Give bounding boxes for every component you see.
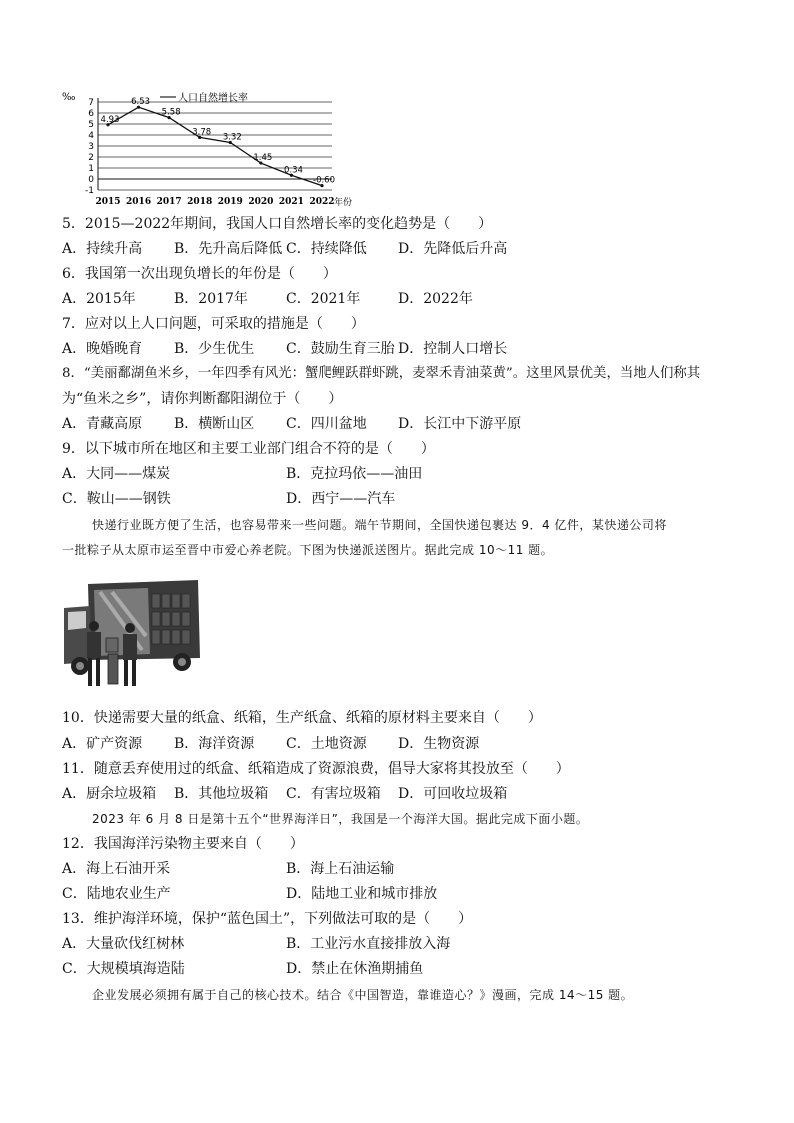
data-label: 5.58 <box>161 107 181 118</box>
data-label: 0.34 <box>283 165 303 176</box>
q6-option-b[interactable]: B．2017年 <box>174 291 248 307</box>
q7-option-b[interactable]: B．少生优生 <box>174 341 255 357</box>
x-tick-label: 2015 <box>95 197 121 207</box>
chart-x-unit: 年份 <box>334 198 353 208</box>
q10-option-c[interactable]: C．土地资源 <box>286 736 367 752</box>
q9-option-b[interactable]: B．克拉玛依——油田 <box>286 466 423 482</box>
q7-option-d[interactable]: D．控制人口增长 <box>398 341 508 357</box>
chart-x-ticks <box>95 197 334 207</box>
x-tick-label: 2020 <box>248 197 274 207</box>
x-tick-label: 2022 <box>309 197 335 207</box>
intro-10-11-line1: 快递行业既方便了生活，也容易带来一些问题。端午节期间，全国快递包裹达 9．4 亿件，某快递公司将 <box>92 518 667 532</box>
q5-option-b[interactable]: B．先升高后降低 <box>174 241 283 257</box>
q10-option-a[interactable]: A．矿产资源 <box>62 736 143 752</box>
data-label: -0.60 <box>313 175 335 186</box>
delivery-truck-photo <box>60 578 210 690</box>
question-12-stem: 12．我国海洋污染物主要来自（ ） <box>62 836 304 852</box>
q13-option-c[interactable]: C．大规模填海造陆 <box>62 961 185 977</box>
q11-option-c[interactable]: C．有害垃圾箱 <box>286 786 381 802</box>
q8-option-c[interactable]: C．四川盆地 <box>286 416 367 432</box>
q12-option-c[interactable]: C．陆地农业生产 <box>62 886 171 902</box>
question-11-stem: 11．随意丢弃使用过的纸盒、纸箱造成了资源浪费，倡导大家将其投放至（ ） <box>62 761 570 777</box>
x-tick-label: 2017 <box>156 197 182 207</box>
intro-12-13: 2023 年 6 月 8 日是第十五个“世界海洋日”，我国是一个海洋大国。据此完成下面小题。 <box>92 812 589 826</box>
q7-option-c[interactable]: C．鼓励生育三胎 <box>286 341 395 357</box>
question-7-stem: 7．应对以上人口问题，可采取的措施是（ ） <box>62 316 365 332</box>
q7-option-a[interactable]: A．晚婚晚育 <box>62 341 143 357</box>
q13-option-a[interactable]: A．大量砍伐红树林 <box>62 936 185 952</box>
y-tick-label: -1 <box>85 186 94 196</box>
q12-option-d[interactable]: D．陆地工业和城市排放 <box>286 886 438 902</box>
question-9-stem: 9．以下城市所在地区和主要工业部门组合不符的是（ ） <box>62 441 435 457</box>
data-label: 1.45 <box>253 153 273 164</box>
intro-14-15: 企业发展必须拥有属于自己的核心技术。结合《中国智造，靠谁造心？》漫画，完成 14～15 题。 <box>92 988 634 1002</box>
q11-option-d[interactable]: D．可回收垃圾箱 <box>398 786 508 802</box>
q13-option-b[interactable]: B．工业污水直接排放入海 <box>286 936 451 952</box>
y-tick-label: 4 <box>88 131 94 141</box>
question-13-stem: 13．维护海洋环境，保护“蓝色国土”，下列做法可取的是（ ） <box>62 911 473 927</box>
y-tick-label: 6 <box>88 109 94 119</box>
y-tick-label: 1 <box>88 164 94 174</box>
data-label: 3.78 <box>192 127 212 138</box>
x-tick-label: 2021 <box>278 197 304 207</box>
question-8-stem-line2: 为“鱼米之乡”，请你判断鄱阳湖位于（ ） <box>62 391 343 407</box>
data-label: 4.93 <box>100 114 120 125</box>
q5-option-d[interactable]: D．先降低后升高 <box>398 241 508 257</box>
q9-option-d[interactable]: D．西宁——汽车 <box>286 491 396 507</box>
chart-legend: 人口自然增长率 <box>178 93 248 104</box>
q6-option-c[interactable]: C．2021年 <box>286 291 361 307</box>
intro-10-11-line2: 一批粽子从太原市运至晋中市爱心养老院。下图为快递派送图片。据此完成 10～11 题。 <box>62 543 554 557</box>
q5-option-a[interactable]: A．持续升高 <box>62 241 143 257</box>
y-tick-label: 5 <box>88 120 94 130</box>
q5-option-c[interactable]: C．持续降低 <box>286 241 367 257</box>
question-5-stem: 5．2015—2022年期间，我国人口自然增长率的变化趋势是（ ） <box>62 216 493 232</box>
q11-option-b[interactable]: B．其他垃圾箱 <box>174 786 269 802</box>
question-10-stem: 10．快递需要大量的纸盒、纸箱，生产纸盒、纸箱的原材料主要来自（ ） <box>62 710 542 726</box>
q12-option-a[interactable]: A．海上石油开采 <box>62 861 171 877</box>
chart-y-unit: ‰ <box>62 92 76 103</box>
y-tick-label: 3 <box>88 142 94 152</box>
y-tick-label: 0 <box>88 175 94 185</box>
q6-option-a[interactable]: A．2015年 <box>62 291 136 307</box>
x-tick-label: 2019 <box>217 197 243 207</box>
q8-option-d[interactable]: D．长江中下游平原 <box>398 416 522 432</box>
q6-option-d[interactable]: D．2022年 <box>398 291 473 307</box>
q12-option-b[interactable]: B．海上石油运输 <box>286 861 395 877</box>
chart-data-labels <box>101 97 335 185</box>
q13-option-d[interactable]: D．禁止在休渔期捕鱼 <box>286 961 424 977</box>
y-tick-label: 7 <box>88 98 94 108</box>
question-8-stem-line1: 8．“美丽鄱湖鱼米乡，一年四季有风光：蟹爬鲤跃群虾跳，麦翠禾青油菜黄”。这里风景优美，当地人们称其 <box>62 366 701 381</box>
q8-option-b[interactable]: B．横断山区 <box>174 416 255 432</box>
chart-axes <box>98 98 332 190</box>
question-6-stem: 6．我国第一次出现负增长的年份是（ ） <box>62 266 337 282</box>
q10-option-d[interactable]: D．生物资源 <box>398 736 480 752</box>
q8-option-a[interactable]: A．青藏高原 <box>62 416 143 432</box>
x-tick-label: 2016 <box>126 197 152 207</box>
chart-y-ticks <box>85 98 94 196</box>
population-growth-chart <box>60 88 360 208</box>
data-label: 6.53 <box>131 97 151 108</box>
q11-option-a[interactable]: A．厨余垃圾箱 <box>62 786 157 802</box>
data-label: 3.32 <box>222 132 242 143</box>
q10-option-b[interactable]: B．海洋资源 <box>174 736 255 752</box>
q9-option-a[interactable]: A．大同——煤炭 <box>62 466 171 482</box>
y-tick-label: 2 <box>88 153 94 163</box>
x-tick-label: 2018 <box>187 197 213 207</box>
q9-option-c[interactable]: C．鞍山——钢铁 <box>62 491 171 507</box>
